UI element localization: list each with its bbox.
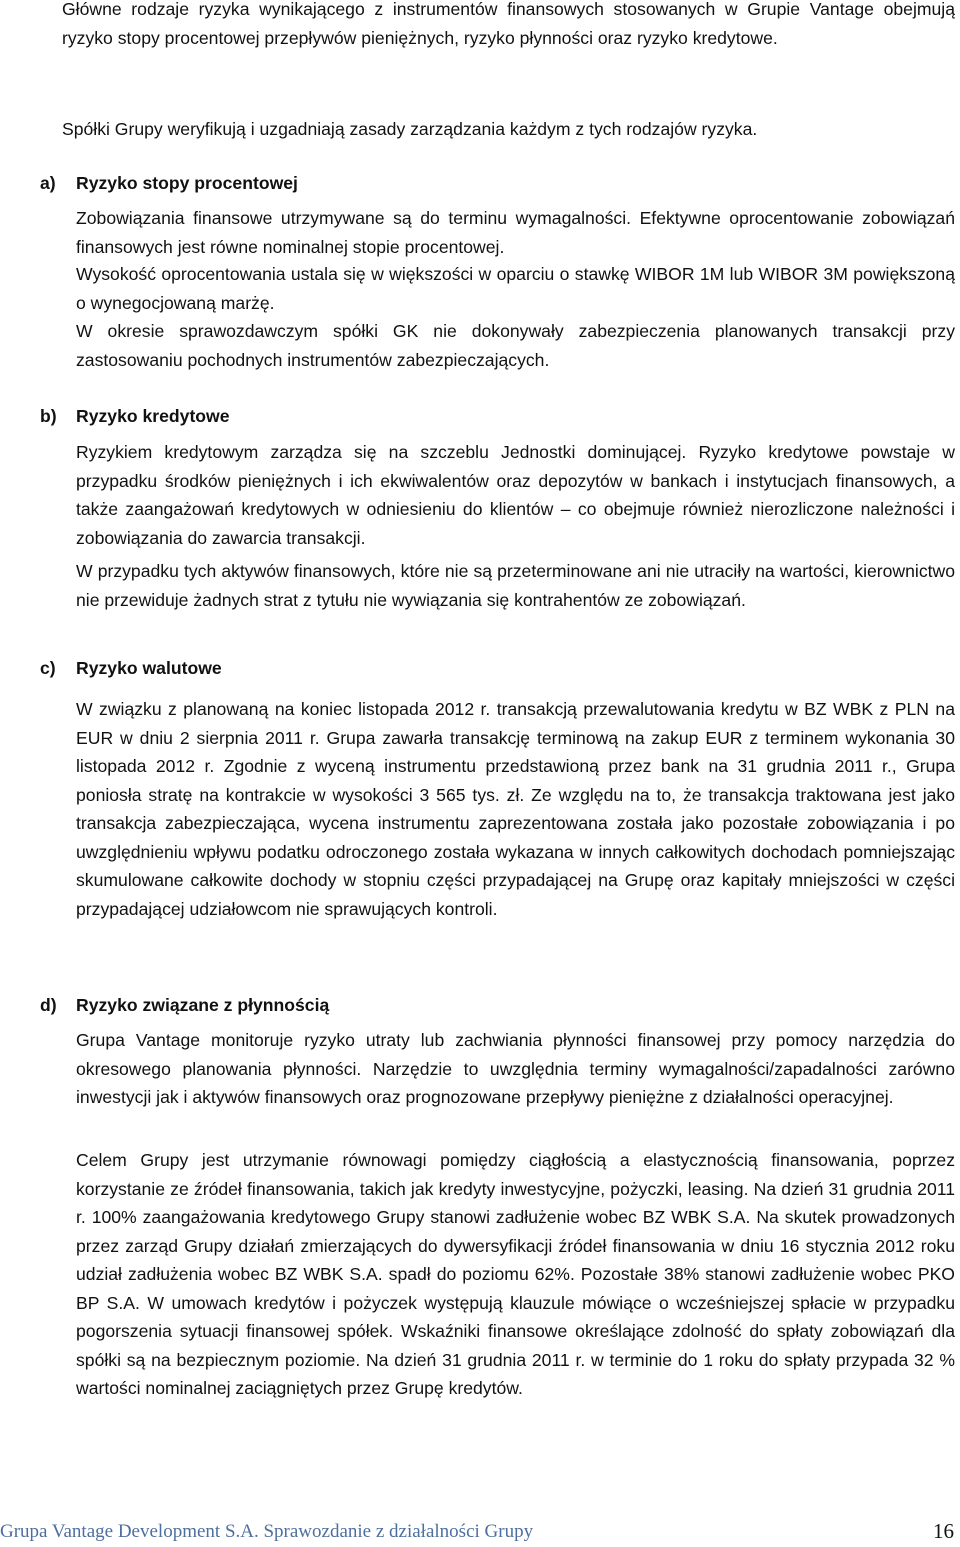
section-a-paragraph-1: Zobowiązania finansowe utrzymywane są do terminu wymagalności. Efektywne oprocentowanie zobowiązań finansowych jest równe nominalnej stopie procentowej. [76,208,955,257]
section-c-paragraph-1: W związku z planowaną na koniec listopada 2012 r. transakcją przewalutowania kredytu w BZ WBK z PLN na EUR w dniu 2 sierpnia 2011 r. Grupa zawarła transakcję terminową na zakup EUR z terminem wykonania 30 listopada 2012 r. Zgodnie z wyceną instrumentu przedstawioną przez bank na 31 grudnia 2011 r., Grupa poniosła stratę na kontrakcie w wysokości 3 565 tys. zł. Ze względu na to, że transakcja traktowana jest jako transakcja zabezpieczająca, wycena instrumentu zaprezentowana została jako pozostałe zobowiązania i po uwzględnieniu wpływu podatku odroczonego została wykazana w innych całkowitych dochodach pomniejszając skumulowane całkowite dochody w stopniu części przypadającej na Grupę oraz kapitały mniejszości w części przypadającej udziałowcom nie sprawujących kontroli. [76,699,955,919]
section-b-paragraph-1: Ryzykiem kredytowym zarządza się na szczeblu Jednostki dominującej. Ryzyko kredytowe powstaje w przypadku środków pieniężnych i ich ekwiwalentów oraz depozytów w bankach i instytucjach finansowych, a także zaangażowań kredytowych w odniesieniu do klientów – co obejmuje również nierozliczone należności i zobowiązania do zawarcia transakcji. [76,442,955,548]
section-d-paragraph-2: Celem Grupy jest utrzymanie równowagi pomiędzy ciągłością a elastycznością finansowania, poprzez korzystanie ze źródeł finansowania, takich jak kredyty inwestycyjne, pożyczki, leasing. Na dzień 31 grudnia 2011 r. 100% zaangażowania kredytowego Grupy stanowi zadłużenie wobec BZ WBK S.A. Na skutek prowadzonych przez zarząd Grupy działań zmierzających do dywersyfikacji źródeł finansowania w dniu 16 stycznia 2012 roku udział zadłużenia wobec BZ WBK S.A. spadł do poziomu 62%. Pozostałe 38% stanowi zadłużenie wobec PKO BP S.A. W umowach kredytów i pożyczek występują klauzule mówiące o wcześniejszej spłacie w przypadku pogorszenia sytuacji finansowej spółek. Wskaźniki finansowe określające zdolność do spłaty zobowiązań dla spółki są na bezpiecznym poziomie. Na dzień 31 grudnia 2011 r. w terminie do 1 roku do spłaty przypada 32 % wartości nominalnej zaciągniętych przez Grupę kredytów. [76,1150,955,1398]
section-b-heading [40,402,640,430]
page-footer [0,1519,960,1547]
footer-title: Grupa Vantage Development S.A. Sprawozdanie z działalności Grupy [0,1521,534,1542]
section-d-paragraph-1: Grupa Vantage monitoruje ryzyko utraty lub zachwiania płynności finansowej przy pomocy narzędzia do okresowego planowania płynności. Narzędzie to uwzględnia terminy wymagalności/zapadalności zarówno inwestycji jak i aktywów finansowych oraz prognozowane przepływy pieniężne z działalności operacyjnej. [76,1030,955,1107]
section-d-heading [40,991,640,1019]
section-c-letter: c) [40,658,56,678]
intro-paragraph-1: Główne rodzaje ryzyka wynikającego z instrumentów finansowych stosowanych w Grupie Vantage obejmują ryzyko stopy procentowej przepływów pieniężnych, ryzyko płynności oraz ryzyko kredytowe. [62,0,955,48]
intro-paragraph-2: Spółki Grupy weryfikują i uzgadniają zasady zarządzania każdym z tych rodzajów ryzyka. [62,119,758,139]
section-a-letter: a) [40,173,56,193]
page-number: 16 [933,1519,954,1543]
section-a-heading [40,169,640,197]
section-b-paragraph-2: W przypadku tych aktywów finansowych, które nie są przeterminowane ani nie utraciły na wartości, kierownictwo nie przewiduje żadnych strat z tytułu nie wywiązania się kontrahentów ze zobowiązań. [76,561,955,610]
section-c-title: Ryzyko walutowe [76,658,222,678]
section-b-letter: b) [40,406,57,426]
section-a-paragraph-2: Wysokość oprocentowania ustala się w większości w oparciu o stawkę WIBOR 1M lub WIBOR 3M powiększoną o wynegocjowaną marżę. [76,264,955,313]
section-c-heading [40,654,640,682]
section-d-title: Ryzyko związane z płynnością [76,995,330,1015]
section-d-letter: d) [40,995,57,1015]
section-a-title: Ryzyko stopy procentowej [76,173,298,193]
section-b-title: Ryzyko kredytowe [76,406,230,426]
section-a-paragraph-3: W okresie sprawozdawczym spółki GK nie dokonywały zabezpieczenia planowanych transakcji przy zastosowaniu pochodnych instrumentów zabezpieczających. [76,321,955,370]
